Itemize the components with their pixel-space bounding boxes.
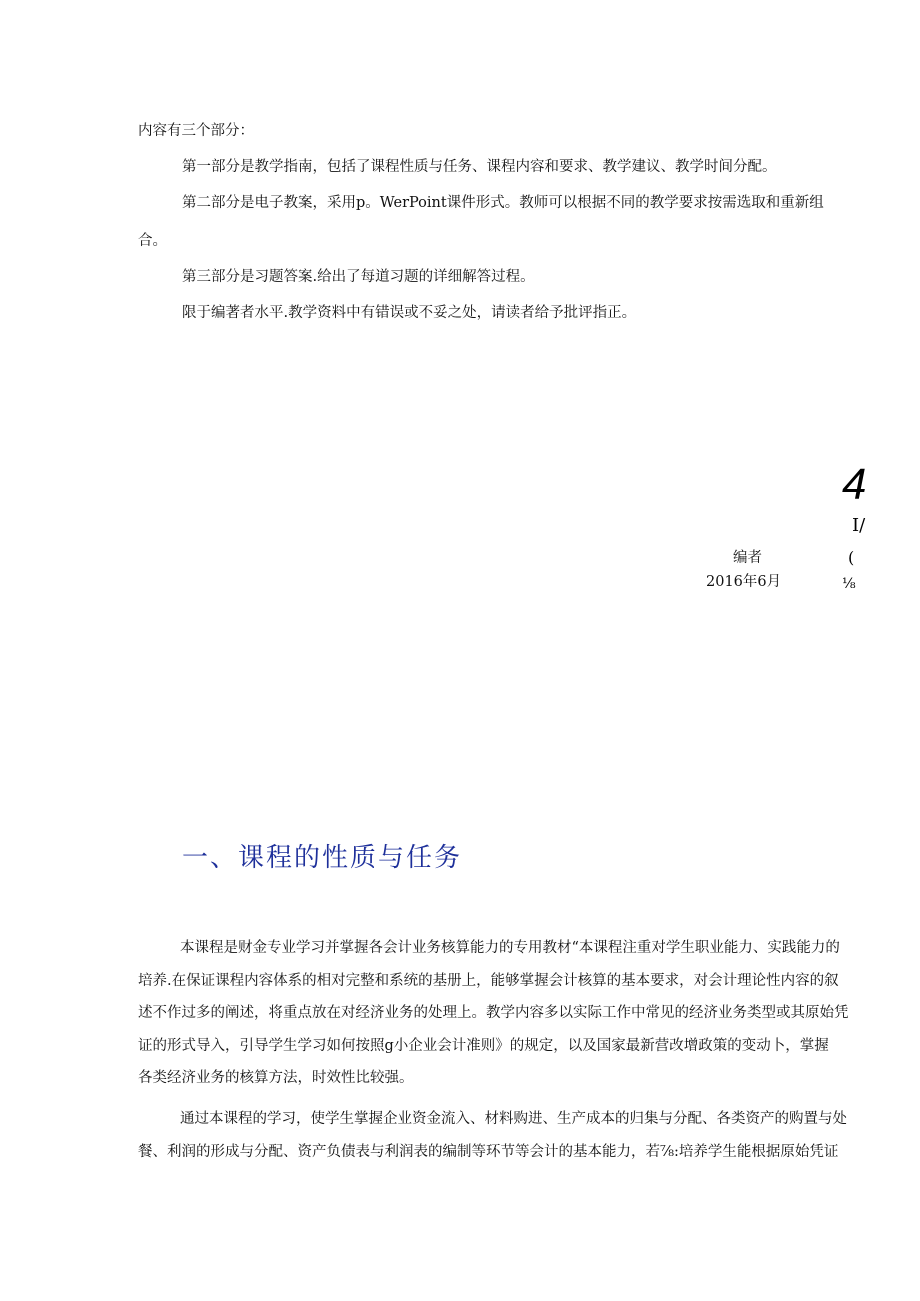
paragraph-line: 通过本课程的学习，使学生掌握企业资金流入、材料购进、生产成本的归集与分配、各类资产的购置与处 [180,1111,847,1127]
intro-part-two-line-1: 第二部分是电子教案，采用p。WerPoint课件形式。教师可以根据不同的教学要求按需选取和重新组 [182,195,824,211]
intro-part-two-line-2: 合。 [138,233,167,249]
section-paragraph-2 [138,1103,883,1168]
paragraph-line: 述不作过多的阐述，将重点放在对经济业务的处理上。教学内容多以实际工作中常见的经济业务类型或其原始凭 [138,1005,849,1021]
section-heading: 一、课程的性质与任务 [182,843,463,873]
paragraph-line: 本课程是财金专业学习并掌握各会计业务核算能力的专用教材“本课程注重对学生职业能力、实践能力的 [180,940,840,956]
paragraph-line: 各类经济业务的核算方法，时效性比较强。 [138,1070,414,1086]
handwritten-mark-large: 4 [842,460,867,509]
paragraph-line: 培养.在保证课程内容体系的相对完整和系统的基册上，能够掌握会计核算的基本要求，对会计理论性内容的叙 [138,972,839,989]
handwritten-fraction: ⅛ [842,576,856,592]
intro-note: 限于编著者水平.教学资料中有错误或不妥之处，请读者给予批评指正。 [182,305,637,321]
paragraph-line: 餐、利润的形成与分配、资产负债表与利润表的编制等环节等会计的基本能力，若⅞:培养学生能根据原始凭证 [138,1143,839,1160]
handwritten-paren: ( [848,548,855,567]
editor-date: 2016年6月 [706,574,782,590]
intro-part-three: 第三部分是习题答案.给出了每道习题的详细解答过程。 [182,269,535,285]
paragraph-line: 证的形式导入，引导学生学习如何按照g小企业会计准则》的规定，以及国家最新营改增政策的变动卜，掌握 [138,1037,829,1054]
editor-label: 编者 [733,550,762,566]
handwritten-mark-small: I/ [852,515,866,536]
intro-part-one: 第一部分是教学指南，包括了课程性质与任务、课程内容和要求、教学建议、教学时间分配。 [182,159,777,175]
intro-heading: 内容有三个部分： [138,123,254,139]
section-paragraph-1 [138,932,883,1095]
